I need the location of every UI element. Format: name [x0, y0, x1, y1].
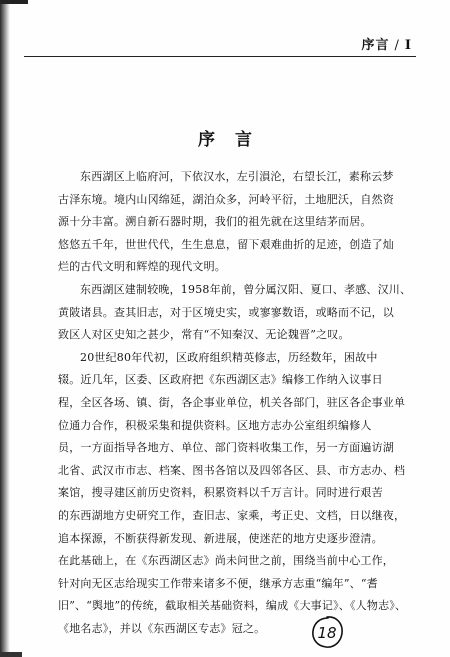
text-line: 追本探源，不断获得新发现、新进展，使迷茫的地方史逐步澄清。 — [58, 531, 383, 545]
text-line: 针对向无区志给现实工作带来诸多不便，继承方志重“编年”、“耆 — [58, 576, 378, 590]
text-line: 古泽东境。境内山冈绵延，湖泊众多，河岭平衍，土地肥沃，自然资 — [58, 192, 394, 206]
text-line: 旧”、“舆地”的传统，截取相关基础资料，编成《大事记》、《人物志》、 — [58, 599, 407, 613]
text-line: 烂的古代文明和辉煌的现代文明。 — [58, 260, 226, 274]
paragraph-3 — [58, 347, 407, 641]
text-line: 悠悠五千年，世世代代，生生息息，留下艰难曲折的足迹，创造了灿 — [58, 237, 394, 251]
text-line: 程，全区各场、镇、街，各企事业单位，机关各部门，驻区各企事业单 — [58, 395, 406, 409]
text-line: 北省、武汉市市志、档案、图书各馆以及四邻各区、县、市方志办、档 — [58, 463, 406, 477]
scan-bottom-mark — [0, 652, 22, 657]
text-line: 位通力合作，积极采集和提供资料。区地方志办公室组织编修人 — [58, 418, 372, 432]
text-line: 在此基础上，在《东西湖区志》尚未问世之前，围绕当前中心工作， — [58, 554, 394, 568]
text-line: 20世纪80年代初，区政府组织精英修志，历经数年，困故中 — [80, 350, 378, 364]
paragraph-2 — [58, 279, 412, 347]
running-head-page: I — [404, 38, 412, 53]
text-line: 黄陂诸县。查其旧志，对于区境史实，或寥寥数语，或略而不记，以 — [58, 305, 394, 319]
body-text — [58, 166, 412, 640]
running-head — [362, 34, 413, 53]
page-title: 序言 — [198, 130, 272, 150]
handwritten-page-number — [309, 614, 345, 650]
scan-corner-mark — [0, 0, 28, 4]
paragraph-1 — [58, 166, 394, 279]
text-line: 的东西湖地方史研究工作，查旧志、家乘，考正史、文档，日以继夜， — [58, 508, 406, 522]
text-line: 员，一方面指导各地方、单位、部门资料收集工作，另一方面遍访湖 — [58, 441, 394, 455]
binding-shadow — [0, 0, 10, 657]
text-line: 东西湖区上临府河，下依汉水，左引溳沦，右望长江，素称云梦 — [80, 170, 394, 183]
header-rule — [24, 56, 416, 57]
running-head-title: 序言 — [361, 38, 390, 53]
text-line: 《地名志》，并以《东西湖区专志》冠之。 — [58, 621, 266, 635]
text-line: 案馆，搜寻建区前历史资料，积累资料以千万言计。同时进行艰苦 — [58, 486, 383, 500]
text-line: 辍。近几年，区委、区政府把《东西湖区志》编修工作纳入议事日 — [58, 373, 383, 387]
running-head-separator: / — [394, 38, 400, 53]
text-line: 致区人对区史知之甚少，常有“不知秦汉、无论魏晋”之叹。 — [58, 328, 350, 342]
page-number-text: 18 — [317, 624, 337, 642]
text-line: 东西湖区建制较晚，1958年前，曾分属汉阳、夏口、孝感、汉川、 — [80, 282, 412, 296]
text-line: 源十分丰富。溯自新石器时期，我们的祖先就在这里结茅而居。 — [58, 215, 372, 229]
